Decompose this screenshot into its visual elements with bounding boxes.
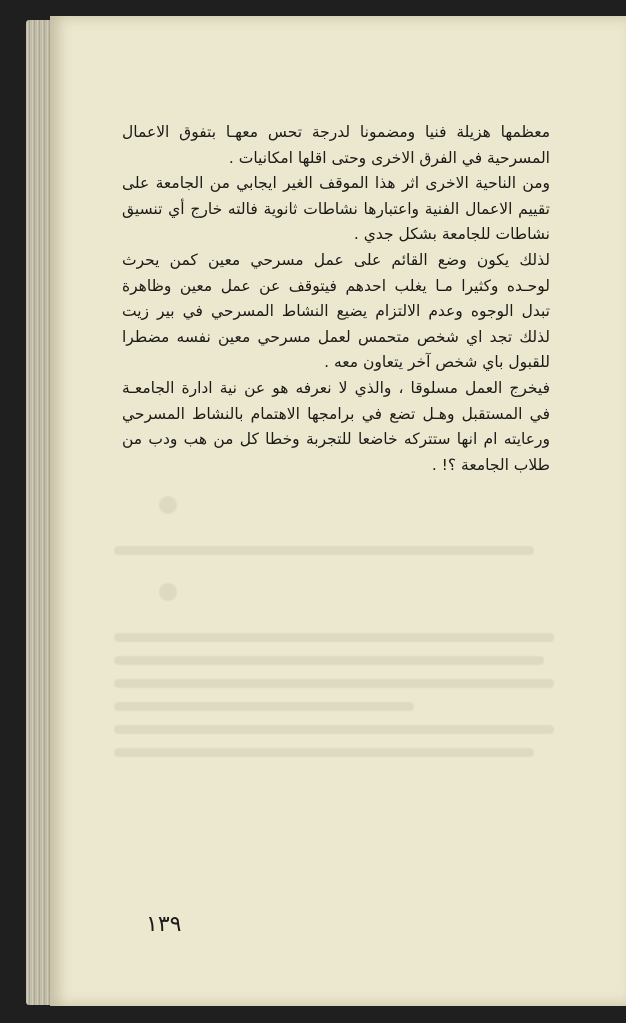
bleed-smudge	[114, 656, 544, 665]
bleed-bullet-dot	[159, 496, 177, 514]
bleed-bullet-dot	[159, 583, 177, 601]
bleed-bullet-row	[114, 569, 564, 619]
bleed-smudge	[114, 679, 554, 688]
paragraph-4: فيخرج العمل مسلوقا ، والذي لا نعرفه هو عن نية ادارة الجامعـة في المستقبل وهـل تضع في برامجها الاهتمام بالنشاط المسرحي ورعايته ام انها ستتركه خاضعا للتجربة وخطا كل من هب ودب من طلاب الجامعة ؟! .	[122, 378, 550, 474]
paragraph-2: ومن الناحية الاخرى اثر هذا الموقف الغير ايجابي من الجامعة على تقييم الاعمال الفنية واعتبارها نشاطات ثانوية فالته خارج أي تنسيق نشاطات للجامعة بشكل جدي .	[122, 174, 550, 244]
bleed-bullet-row	[114, 482, 564, 532]
bleed-through-shadow	[114, 482, 564, 771]
page-number: ١٣٩	[146, 912, 182, 937]
bleed-smudge	[114, 633, 554, 642]
paragraph-1: معظمها هزيلة فنيا ومضمونا لدرجة تحس معهـا بتفوق الاعمال المسرحية في الفرق الاخرى وحتى اقلها امكانيات .	[122, 123, 550, 167]
book-page	[50, 16, 626, 1006]
page-edge-stack	[26, 20, 52, 1005]
body-text	[122, 120, 550, 478]
paragraph-3: لذلك يكون وضع القائم على عمل مسرحي معين كمن يحرث لوحـده وكثيرا مـا يغلب احدهم فيتوقف عن عمل معين وظاهرة تبدل الوجوه وعدم الالتزام يضيع النشاط المسرحي في بير زيت لذلك تجد اي شخص متحمس لعمل مسرحي معين نفسه مضطرا للقبول باي شخص آخر يتعاون معه .	[122, 250, 550, 372]
bleed-smudge	[114, 748, 534, 757]
bleed-smudge	[114, 702, 414, 711]
bleed-smudge	[114, 546, 534, 555]
bleed-smudge	[114, 725, 554, 734]
